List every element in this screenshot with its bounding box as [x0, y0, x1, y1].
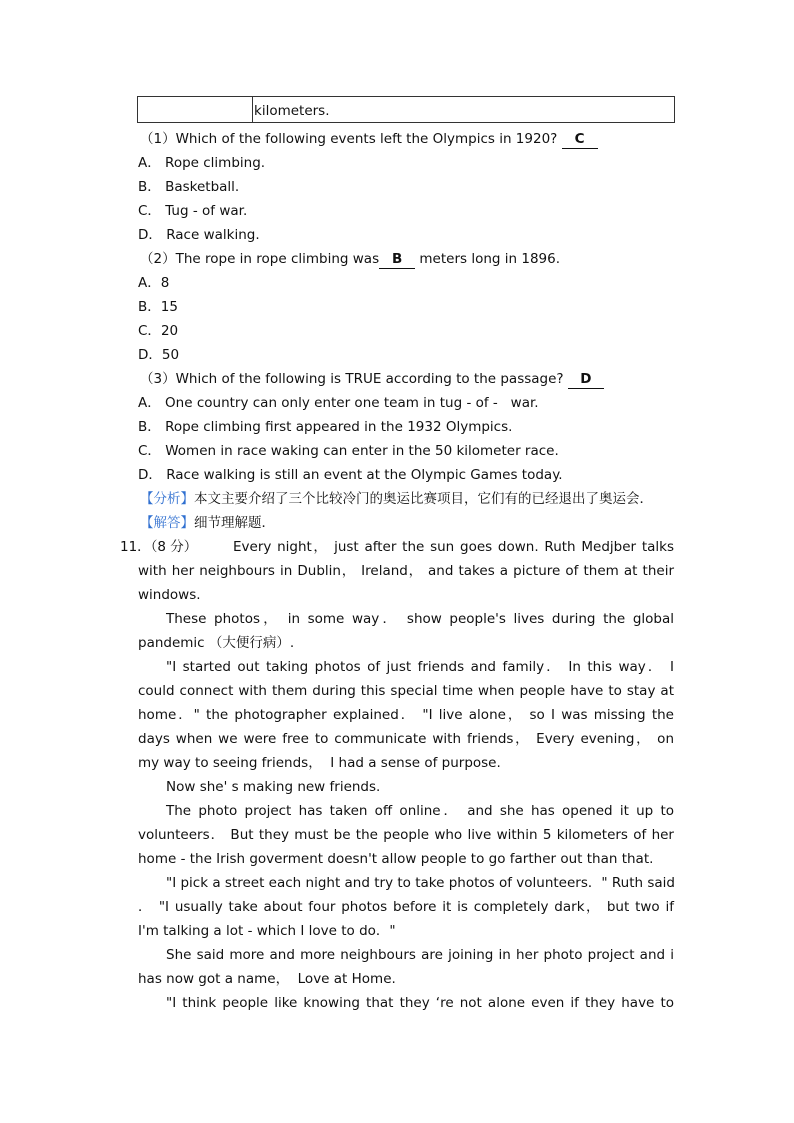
option: D． Race walking is still an event at the Olympic Games today. — [138, 467, 563, 483]
option: B． Rope climbing first appeared in the 1932 Olympics. — [138, 419, 513, 435]
passage-line: pandemic （大便行病）. — [138, 635, 295, 651]
passage-line: The photo project has taken off online． and she has opened it up to — [166, 803, 674, 819]
passage-line: "I started out taking photos of just friends and family． In this way． I — [166, 659, 674, 675]
option: C．20 — [138, 323, 179, 339]
option: A． One country can only enter one team in tug - of - war. — [138, 395, 539, 411]
analysis-tag: 【分析】 — [140, 491, 194, 507]
info-table-row — [137, 96, 675, 123]
option: A．8 — [138, 275, 170, 291]
passage-line: days when we were free to communicate with friends， Every evening， on — [138, 731, 674, 747]
table-cell-empty — [138, 97, 253, 122]
passage-line: "I pick a street each night and try to take photos of volunteers．" Ruth said — [166, 875, 675, 891]
analysis-line: 【分析】本文主要介绍了三个比较冷门的奥运比赛项目，它们有的已经退出了奥运会． — [140, 491, 653, 507]
option: C． Tug - of war. — [138, 203, 248, 219]
passage-line: volunteers． But they must be the people who live within 5 kilometers of her — [138, 827, 674, 843]
option: B．15 — [138, 299, 178, 315]
answer-blank: B — [379, 250, 415, 269]
passage-line: These photos， in some way． show people's lives during the global — [166, 611, 674, 627]
table-cell-text: kilometers. — [254, 103, 330, 119]
answer-blank: C — [562, 130, 598, 149]
passage-line: I'm talking a lot - which I love to do．" — [138, 923, 396, 939]
question-2-stem: （2）The rope in rope climbing was B meters long in 1896. — [140, 251, 561, 267]
passage-line: windows. — [138, 587, 201, 603]
passage-line: has now got a name， Love at Home. — [138, 971, 396, 987]
solution-line: 【解答】细节理解题． — [140, 515, 275, 531]
passage-line: Now she' s making new friends. — [166, 779, 381, 795]
option: A． Rope climbing. — [138, 155, 266, 171]
passage-line: home - the Irish goverment doesn't allow people to go farther out than that. — [138, 851, 654, 867]
question-11-number: 11．（8 分） — [120, 539, 198, 555]
passage-line: Every night， just after the sun goes down. Ruth Medjber talks — [233, 539, 674, 555]
passage-line: ． "I usually take about four photos before it is completely dark， but two if — [138, 899, 674, 915]
option: B． Basketball. — [138, 179, 240, 195]
passage-line: with her neighbours in Dublin， Ireland， and takes a picture of them at their — [138, 563, 674, 579]
answer-blank: D — [568, 370, 604, 389]
passage-line: could connect with them during this special time when people have to stay at — [138, 683, 674, 699]
passage-line: She said more and more neighbours are joining in her photo project and i — [166, 947, 674, 963]
option: C． Women in race waking can enter in the 50 kilometer race. — [138, 443, 559, 459]
solution-tag: 【解答】 — [140, 515, 194, 531]
option: D．50 — [138, 347, 180, 363]
option: D． Race walking. — [138, 227, 260, 243]
question-3-stem: （3）Which of the following is TRUE according to the passage? D — [140, 370, 604, 389]
passage-line: my way to seeing friends， I had a sense of purpose. — [138, 755, 501, 771]
passage-line: home．" the photographer explained． "I live alone， so I was missing the — [138, 707, 674, 723]
question-1-stem: （1）Which of the following events left the Olympics in 1920? C — [140, 130, 598, 149]
passage-line: "I think people like knowing that they ‘re not alone even if they have to — [166, 995, 674, 1011]
